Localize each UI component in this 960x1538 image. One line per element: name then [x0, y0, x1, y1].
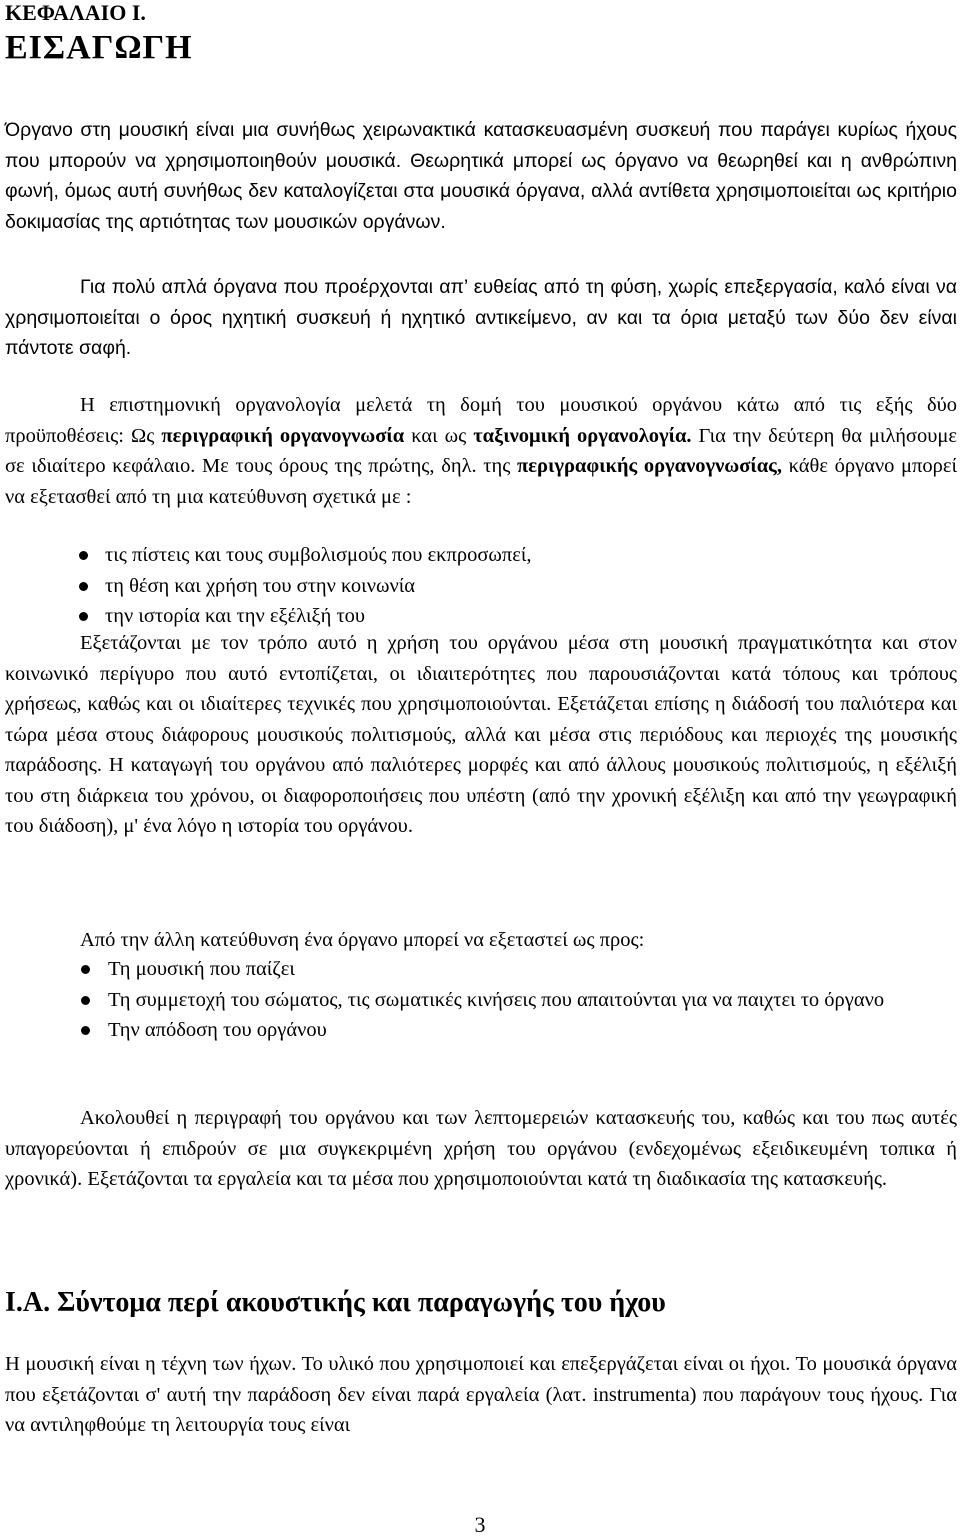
page-number: 3: [474, 1512, 486, 1537]
list-item-text: Τη μουσική που παίζει: [108, 958, 295, 980]
list-item: [5, 954, 945, 985]
bullet-icon: [81, 965, 90, 974]
list-item: [5, 601, 945, 632]
bullet-icon: [79, 582, 88, 591]
other-direction-paragraph: Ακολουθεί η περιγραφή του οργάνου και των λεπτομερειών κατασκευής του, καθώς και του πως αυτές υπαγορεύονται ή επιδρούν σε μια συγκεκριμένη χρήση του οργάνου (ενδεχομένως εξειδικευμένη τοπικα ή χρονικά). Εξετάζονται τα εργαλεία και τα μέσα που χρησιμοποιούνται κατά τη διαδικασία της κατασκευής.: [5, 1107, 957, 1190]
intro-paragraph: Όργανο στη μουσική είναι μια συνήθως χειρωνακτικά κατασκευασμένη συσκευή που παράγει κυρίως ήχους που μπορούν να χρησιμοποιηθούν μουσικά. Θεωρητικά μπορεί ως όργανο να θεωρηθεί και η ανθρώπινη φωνή, όμως αυτή συνήθως δεν καταλογίζεται στα μουσικά όργανα, αλλά αντίθετα χρησιμοποιείται ως κριτήριο δοκιμασίας της αρτιότητας των μουσικών οργάνων.: [5, 119, 957, 233]
term-descriptive-organognosy: περιγραφική οργανογνωσία: [161, 424, 405, 447]
list-item: [5, 540, 945, 571]
organology-text-d: Για την δεύτερη θα μιλήσουμε σε ιδιαίτερο κεφάλαιο. Με τους όρους της πρώτης, δηλ. της: [5, 424, 957, 477]
organology-text-c: και ως: [404, 424, 474, 447]
organology-paragraph: [5, 390, 957, 512]
organology-text-e: κάθε όργανο μπορεί να εξετασθεί από τη μια κατεύθυνση σχετικά με :: [5, 455, 957, 508]
organology-paragraph-2: Εξετάζονται με τον τρόπο αυτό η χρήση του οργάνου μέσα στη μουσική πραγματικότητα και στον κοινωνικό περίγυρο που αυτό εντοπίζεται, οι ιδιαιτερότητες που παρουσιάζονται κατά τόπους και τρόπους χρήσεως, καθώς και οι ιδιαίτερες τεχνικές που χρησιμοποιούνται. Εξετάζεται επίσης η διάδοσή του παλιότερα και τώρα μέσα στους διάφορους μουσικούς πολιτισμούς, αλλά και μέσα στις περιόδους και περιοχές της μουσικής παράδοσης. Η καταγωγή του οργάνου από παλιότερες μορφές και από άλλους μουσικούς πολιτισμούς, η εξέλιξή του στη διάρκεια του χρόνου, οι διαφοροποιήσεις που υπέστη (από την χρονική εξέλιξη και από την γεωγραφική του διάδοση), μ' ένα λόγο η ιστορία του οργάνου.: [5, 632, 957, 837]
term-descriptive-organognosy-2: περιγραφικής οργανογνωσίας,: [517, 455, 782, 477]
other-direction-bullet-list: [5, 954, 945, 1046]
list-item-text: την ιστορία και την εξέλιξή του: [105, 605, 366, 627]
chapter-title: ΕΙΣΑΓΩΓΗ: [5, 29, 193, 66]
term-taxonomic-organology: ταξινομική οργανολογία.: [473, 424, 692, 447]
section-paragraph: Η μουσική είναι η τέχνη των ήχων. Το υλικό που χρησιμοποιεί και επεξεργάζεται είναι οι ήχοι. Το μουσικά όργανα που εξετάζονται σ' αυτή την παράδοση δεν είναι παρά εργαλεία (λατ. instrumenta) που παράγουν τους ήχους. Για να αντιληφθούμε τη λειτουργία τους είναι: [5, 1353, 957, 1436]
bullet-icon: [81, 1026, 90, 1035]
section-heading: Ι.Α. Σύντομα περί ακουστικής και παραγωγής του ήχου: [5, 1287, 666, 1318]
list-item-text: τη θέση και χρήση του στην κοινωνία: [105, 574, 415, 597]
other-direction-intro: Από την άλλη κατεύθυνση ένα όργανο μπορεί να εξεταστεί ως προς:: [80, 929, 645, 951]
organology-bullet-list: [5, 540, 945, 632]
bullet-icon: [79, 612, 88, 621]
list-item-text: τις πίστεις και τους συμβολισμούς που εκπροσωπεί,: [105, 544, 532, 566]
organology-text-a: Η επιστημονική οργανολογία μελετά τη δομή του μουσικού οργάνου κάτω από τις εξής δύο προϋποθέσεις: Ως: [5, 394, 957, 447]
intro-paragraph-2: Για πολύ απλά όργανα που προέρχονται απ’ ευθείας από τη φύση, χωρίς επεξεργασία, καλό είναι να χρησιμοποιείται ο όρος ηχητική συσκευή ή ηχητικό αντικείμενο, αν και τα όρια μεταξύ των δύο δεν είναι πάντοτε σαφή.: [5, 276, 957, 359]
chapter-label: ΚΕΦΑΛΑΙΟ Ι.: [5, 0, 146, 25]
list-item: [5, 571, 945, 602]
bullet-icon: [79, 551, 88, 560]
list-item: [5, 985, 945, 1016]
bullet-icon: [81, 996, 90, 1005]
list-item-text: Την απόδοση του οργάνου: [108, 1019, 327, 1041]
list-item: [5, 1015, 945, 1046]
list-item-text: Τη συμμετοχή του σώματος, τις σωματικές κινήσεις που απαιτούνται για να παιχτει το όργανο: [108, 988, 885, 1011]
